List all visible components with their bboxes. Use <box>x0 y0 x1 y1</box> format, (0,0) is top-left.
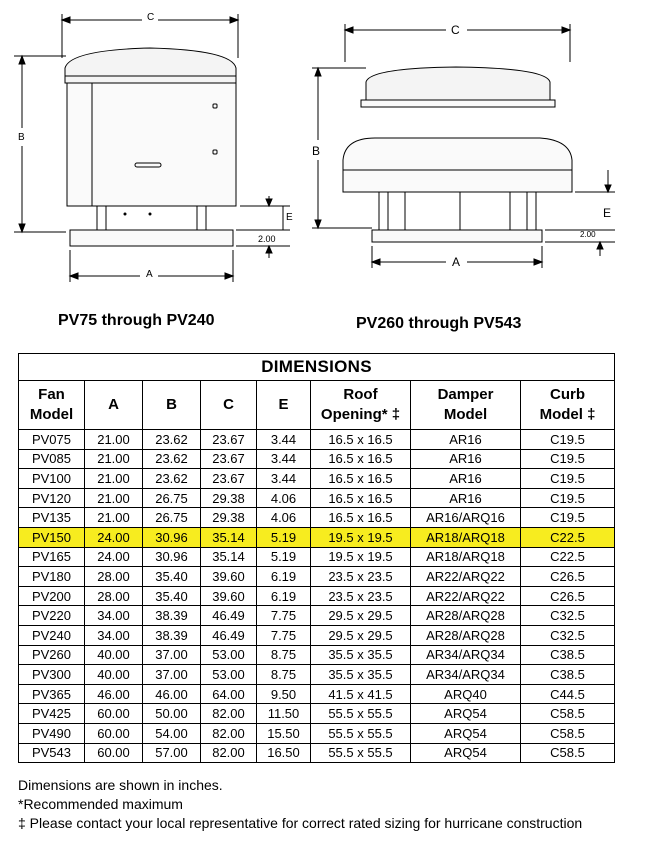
cell-b: 30.96 <box>143 527 201 547</box>
cell-e: 3.44 <box>257 430 311 450</box>
cell-roof-opening: 19.5 x 19.5 <box>311 527 411 547</box>
right-label-b: B <box>312 144 321 158</box>
cell-e: 7.75 <box>257 606 311 626</box>
left-label-b: B <box>18 132 25 143</box>
left-label-e: E <box>286 212 293 223</box>
cell-curb-model: C44.5 <box>521 684 615 704</box>
table-row <box>19 430 615 450</box>
cell-c: 64.00 <box>201 684 257 704</box>
cell-b: 26.75 <box>143 488 201 508</box>
note-hurricane: ‡ Please contact your local representative for correct rated sizing for hurricane construction <box>18 815 583 831</box>
table-row <box>19 527 615 547</box>
dimensions-table <box>18 353 615 763</box>
table-row <box>19 508 615 528</box>
cell-curb-model: C26.5 <box>521 567 615 587</box>
right-caption: PV260 through PV543 <box>356 315 522 332</box>
cell-curb-model: C22.5 <box>521 547 615 567</box>
cell-c: 82.00 <box>201 723 257 743</box>
cell-e: 15.50 <box>257 723 311 743</box>
table-title: DIMENSIONS <box>19 354 615 381</box>
cell-c: 35.14 <box>201 527 257 547</box>
table-row <box>19 723 615 743</box>
cell-curb-model: C58.5 <box>521 743 615 763</box>
header-fan-model: Fan Model <box>19 381 85 430</box>
header-roof-opening: Roof Opening* ‡ <box>311 381 411 430</box>
cell-roof-opening: 19.5 x 19.5 <box>311 547 411 567</box>
table-row <box>19 606 615 626</box>
cell-a: 24.00 <box>85 527 143 547</box>
cell-a: 46.00 <box>85 684 143 704</box>
table-row <box>19 625 615 645</box>
cell-a: 21.00 <box>85 430 143 450</box>
cell-fan-model: PV135 <box>19 508 85 528</box>
cell-e: 5.19 <box>257 527 311 547</box>
cell-c: 35.14 <box>201 547 257 567</box>
cell-roof-opening: 23.5 x 23.5 <box>311 586 411 606</box>
cell-b: 57.00 <box>143 743 201 763</box>
cell-curb-model: C58.5 <box>521 723 615 743</box>
right-fan-drawing <box>300 0 663 300</box>
cell-e: 16.50 <box>257 743 311 763</box>
cell-e: 4.06 <box>257 488 311 508</box>
cell-roof-opening: 29.5 x 29.5 <box>311 606 411 626</box>
right-label-height: 2.00 <box>580 230 596 239</box>
cell-damper-model: AR16/ARQ16 <box>411 508 521 528</box>
cell-damper-model: AR16 <box>411 469 521 489</box>
cell-fan-model: PV075 <box>19 430 85 450</box>
cell-fan-model: PV165 <box>19 547 85 567</box>
cell-c: 39.60 <box>201 586 257 606</box>
cell-fan-model: PV260 <box>19 645 85 665</box>
cell-a: 24.00 <box>85 547 143 567</box>
table-body <box>19 430 615 763</box>
cell-roof-opening: 16.5 x 16.5 <box>311 508 411 528</box>
cell-damper-model: AR16 <box>411 449 521 469</box>
cell-fan-model: PV120 <box>19 488 85 508</box>
cell-c: 29.38 <box>201 508 257 528</box>
cell-e: 8.75 <box>257 665 311 685</box>
cell-roof-opening: 16.5 x 16.5 <box>311 430 411 450</box>
cell-curb-model: C22.5 <box>521 527 615 547</box>
cell-damper-model: AR18/ARQ18 <box>411 547 521 567</box>
cell-roof-opening: 55.5 x 55.5 <box>311 704 411 724</box>
cell-a: 40.00 <box>85 645 143 665</box>
cell-b: 30.96 <box>143 547 201 567</box>
table-row <box>19 547 615 567</box>
cell-curb-model: C32.5 <box>521 606 615 626</box>
cell-c: 29.38 <box>201 488 257 508</box>
left-fan-drawing <box>0 0 300 300</box>
cell-roof-opening: 29.5 x 29.5 <box>311 625 411 645</box>
cell-b: 35.40 <box>143 586 201 606</box>
table-row <box>19 684 615 704</box>
cell-damper-model: AR34/ARQ34 <box>411 645 521 665</box>
table-row <box>19 704 615 724</box>
cell-b: 38.39 <box>143 625 201 645</box>
right-label-e: E <box>603 206 612 220</box>
left-label-height: 2.00 <box>258 234 276 244</box>
cell-c: 53.00 <box>201 665 257 685</box>
cell-b: 26.75 <box>143 508 201 528</box>
cell-fan-model: PV490 <box>19 723 85 743</box>
cell-curb-model: C32.5 <box>521 625 615 645</box>
table-row <box>19 449 615 469</box>
cell-fan-model: PV425 <box>19 704 85 724</box>
cell-e: 3.44 <box>257 449 311 469</box>
cell-curb-model: C58.5 <box>521 704 615 724</box>
left-label-c: C <box>147 12 155 23</box>
cell-roof-opening: 35.5 x 35.5 <box>311 645 411 665</box>
cell-b: 35.40 <box>143 567 201 587</box>
cell-c: 23.67 <box>201 430 257 450</box>
cell-a: 21.00 <box>85 449 143 469</box>
cell-c: 46.49 <box>201 625 257 645</box>
cell-b: 23.62 <box>143 449 201 469</box>
cell-damper-model: AR18/ARQ18 <box>411 527 521 547</box>
cell-a: 60.00 <box>85 723 143 743</box>
table-row <box>19 645 615 665</box>
cell-c: 46.49 <box>201 606 257 626</box>
cell-fan-model: PV240 <box>19 625 85 645</box>
header-a: A <box>85 381 143 430</box>
cell-b: 50.00 <box>143 704 201 724</box>
table-row <box>19 488 615 508</box>
table-row <box>19 469 615 489</box>
cell-fan-model: PV085 <box>19 449 85 469</box>
cell-curb-model: C19.5 <box>521 449 615 469</box>
cell-b: 37.00 <box>143 645 201 665</box>
cell-e: 6.19 <box>257 567 311 587</box>
header-damper-model: Damper Model <box>411 381 521 430</box>
cell-roof-opening: 55.5 x 55.5 <box>311 743 411 763</box>
cell-b: 46.00 <box>143 684 201 704</box>
cell-curb-model: C19.5 <box>521 508 615 528</box>
cell-curb-model: C19.5 <box>521 469 615 489</box>
cell-curb-model: C38.5 <box>521 645 615 665</box>
cell-fan-model: PV200 <box>19 586 85 606</box>
cell-b: 23.62 <box>143 430 201 450</box>
table-row <box>19 743 615 763</box>
cell-c: 82.00 <box>201 704 257 724</box>
cell-e: 5.19 <box>257 547 311 567</box>
cell-curb-model: C19.5 <box>521 488 615 508</box>
cell-c: 39.60 <box>201 567 257 587</box>
cell-a: 60.00 <box>85 743 143 763</box>
cell-damper-model: AR22/ARQ22 <box>411 586 521 606</box>
right-label-a: A <box>452 255 461 269</box>
cell-damper-model: AR16 <box>411 430 521 450</box>
cell-fan-model: PV100 <box>19 469 85 489</box>
cell-c: 23.67 <box>201 469 257 489</box>
cell-roof-opening: 23.5 x 23.5 <box>311 567 411 587</box>
table-header-row <box>19 381 615 430</box>
cell-a: 21.00 <box>85 469 143 489</box>
table-row <box>19 665 615 685</box>
cell-roof-opening: 55.5 x 55.5 <box>311 723 411 743</box>
cell-curb-model: C26.5 <box>521 586 615 606</box>
cell-damper-model: ARQ40 <box>411 684 521 704</box>
header-b: B <box>143 381 201 430</box>
note-recommended: *Recommended maximum <box>18 796 183 812</box>
cell-curb-model: C19.5 <box>521 430 615 450</box>
cell-c: 82.00 <box>201 743 257 763</box>
cell-e: 7.75 <box>257 625 311 645</box>
cell-a: 34.00 <box>85 625 143 645</box>
cell-a: 34.00 <box>85 606 143 626</box>
cell-c: 53.00 <box>201 645 257 665</box>
cell-b: 37.00 <box>143 665 201 685</box>
cell-damper-model: AR28/ARQ28 <box>411 606 521 626</box>
cell-b: 38.39 <box>143 606 201 626</box>
cell-fan-model: PV150 <box>19 527 85 547</box>
cell-damper-model: AR34/ARQ34 <box>411 665 521 685</box>
cell-fan-model: PV365 <box>19 684 85 704</box>
cell-roof-opening: 35.5 x 35.5 <box>311 665 411 685</box>
cell-fan-model: PV220 <box>19 606 85 626</box>
table-row <box>19 586 615 606</box>
cell-curb-model: C38.5 <box>521 665 615 685</box>
cell-damper-model: AR28/ARQ28 <box>411 625 521 645</box>
note-units: Dimensions are shown in inches. <box>18 777 223 793</box>
cell-roof-opening: 41.5 x 41.5 <box>311 684 411 704</box>
cell-fan-model: PV300 <box>19 665 85 685</box>
right-label-c: C <box>451 23 460 37</box>
cell-a: 21.00 <box>85 508 143 528</box>
cell-e: 6.19 <box>257 586 311 606</box>
cell-roof-opening: 16.5 x 16.5 <box>311 488 411 508</box>
cell-a: 28.00 <box>85 586 143 606</box>
cell-e: 3.44 <box>257 469 311 489</box>
cell-e: 9.50 <box>257 684 311 704</box>
cell-e: 8.75 <box>257 645 311 665</box>
header-c: C <box>201 381 257 430</box>
cell-damper-model: AR22/ARQ22 <box>411 567 521 587</box>
cell-b: 54.00 <box>143 723 201 743</box>
left-caption: PV75 through PV240 <box>58 312 215 329</box>
cell-a: 21.00 <box>85 488 143 508</box>
cell-damper-model: ARQ54 <box>411 704 521 724</box>
cell-a: 60.00 <box>85 704 143 724</box>
header-curb-model: Curb Model ‡ <box>521 381 615 430</box>
cell-damper-model: ARQ54 <box>411 743 521 763</box>
cell-e: 4.06 <box>257 508 311 528</box>
table-row <box>19 567 615 587</box>
left-label-a: A <box>146 269 153 280</box>
cell-damper-model: AR16 <box>411 488 521 508</box>
header-e: E <box>257 381 311 430</box>
cell-fan-model: PV543 <box>19 743 85 763</box>
cell-c: 23.67 <box>201 449 257 469</box>
cell-fan-model: PV180 <box>19 567 85 587</box>
cell-roof-opening: 16.5 x 16.5 <box>311 469 411 489</box>
cell-e: 11.50 <box>257 704 311 724</box>
cell-b: 23.62 <box>143 469 201 489</box>
cell-a: 28.00 <box>85 567 143 587</box>
cell-roof-opening: 16.5 x 16.5 <box>311 449 411 469</box>
cell-a: 40.00 <box>85 665 143 685</box>
cell-damper-model: ARQ54 <box>411 723 521 743</box>
